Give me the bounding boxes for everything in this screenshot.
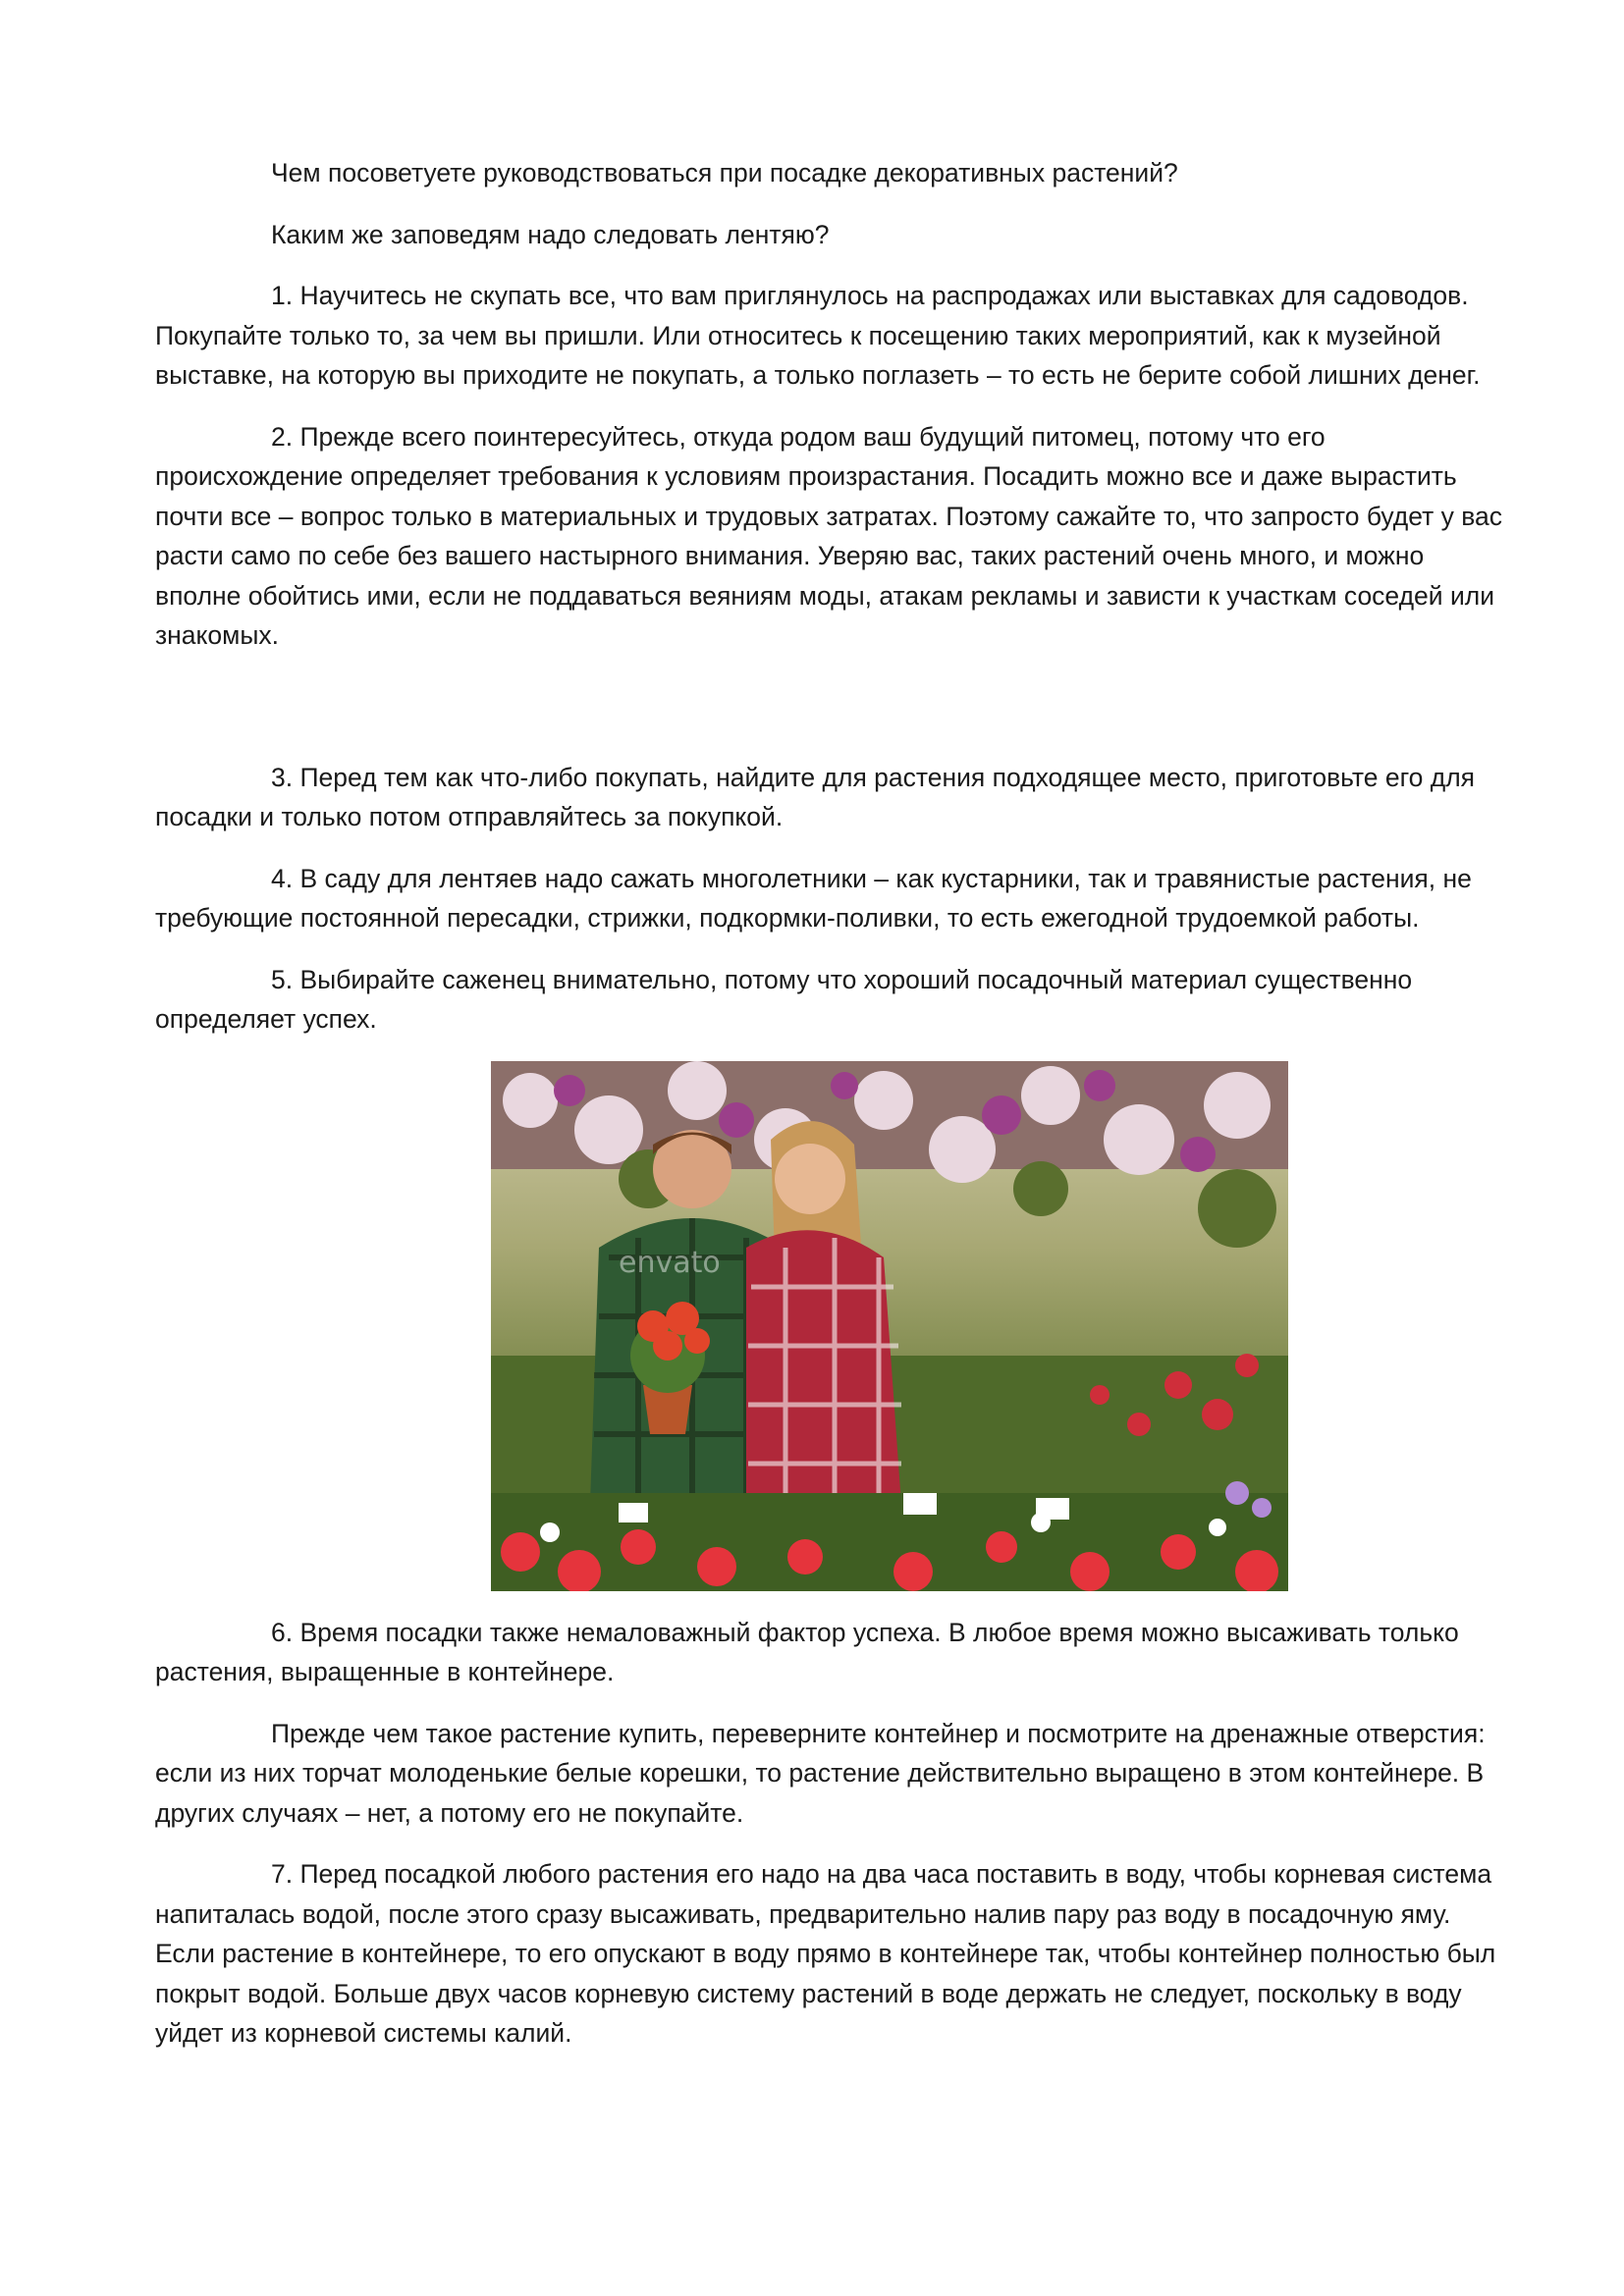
- item-4: 4. В саду для лентяев надо сажать многолетники – как кустарники, так и травянистые растения, не требующие постоянной пересадки, стрижки, подкормки-поливки, то есть ежегодной трудоемкой работы.: [155, 863, 1472, 933]
- watermark-text: envato: [619, 1245, 721, 1280]
- item-3: 3. Перед тем как что-либо покупать, найдите для растения подходящее место, приготовьте его для посадки и только потом отправляйтесь за покупкой.: [155, 762, 1476, 831]
- item-5: 5. Выбирайте саженец внимательно, потому что хороший посадочный материал существенно определяет успех.: [155, 964, 1413, 1034]
- greenhouse-photo: [491, 1061, 1288, 1591]
- item-2: 2. Прежде всего поинтересуйтесь, откуда родом ваш будущий питомец, потому что его происхождение определяет требования к условиям произрастания. Посадить можно все и даже вырастить почти все – вопрос только в материальных и трудовых затратах. Поэтому сажайте то, что запросто будет у вас расти само по себе без вашего настырного внимания. Уверяю вас, таких растений очень много, и можно вполне обойтись ими, если не поддаваться веяниям моды, атакам рекламы и зависти к участкам соседей или знакомых.: [155, 421, 1502, 650]
- item-1: 1. Научитесь не скупать все, что вам приглянулось на распродажах или выставках для садоводов. Покупайте только то, за чем вы пришли. Или относитесь к посещению таких мероприятий, как к музейной выставке, на которую вы приходите не покупать, а только поглазеть – то есть не берите собой лишних денег.: [155, 281, 1481, 390]
- blank-spacer: [155, 677, 1510, 758]
- item-7: 7. Перед посадкой любого растения его надо на два часа поставить в воду, чтобы корневая система напиталась водой, после этого сразу высаживать, предварительно налив пару раз воду в посадочную яму. Если растение в контейнере, то его опускают в воду прямо в контейнере так, чтобы контейнер полностью был покрыт водой. Больше двух часов корневую систему растений в воде держать не следует, поскольку в воду уйдет из корневой системы калий.: [155, 1859, 1496, 2048]
- question-1: Чем посоветуете руководствоваться при посадке декоративных растений?: [271, 158, 1178, 187]
- item-6-note: Прежде чем такое растение купить, переверните контейнер и посмотрите на дренажные отверстия: если из них торчат молоденькие белые корешки, то растение действительно выращено в этом контейнере. В других случаях – нет, а потому его не покупайте.: [155, 1718, 1486, 1828]
- photo-illustration: [491, 1061, 1288, 1591]
- item-6: 6. Время посадки также немаловажный фактор успеха. В любое время можно высаживать только растения, выращенные в контейнере.: [155, 1617, 1459, 1686]
- document-body: [155, 153, 1510, 2075]
- question-2: Каким же заповедям надо следовать лентяю?: [271, 219, 830, 249]
